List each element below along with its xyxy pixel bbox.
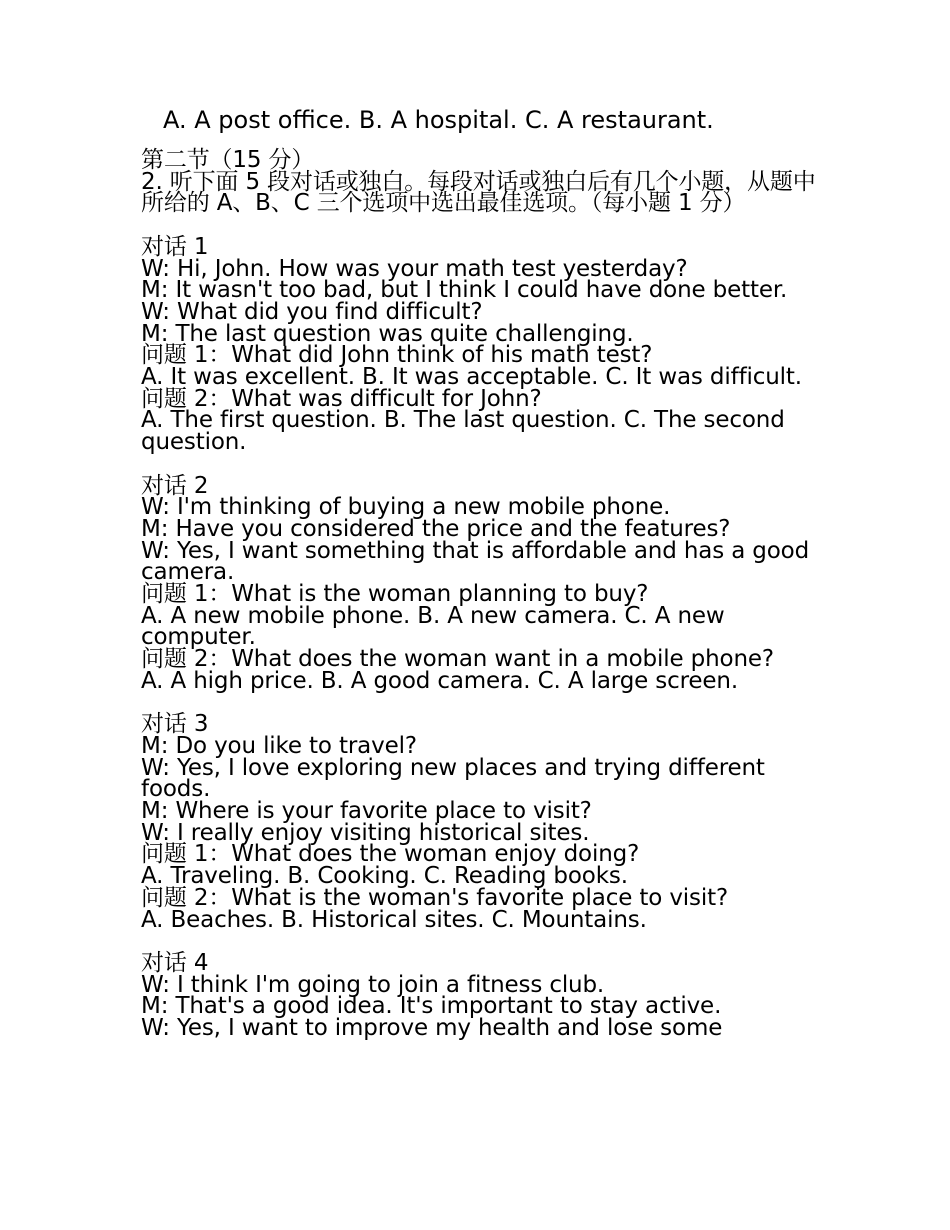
dialogue-3 (141, 711, 821, 933)
question-options: A. Beaches. B. Historical sites. C. Mountains. (141, 906, 647, 933)
listening-section (141, 147, 821, 1042)
dialogue-line: M: The last question was quite challenging. (141, 320, 634, 347)
dialogue-line: W: What did you find difficult? (141, 298, 483, 325)
dialogue-2 (141, 472, 821, 694)
spacer (141, 931, 821, 953)
dialogue-line: M: Where is your favorite place to visit? (141, 798, 592, 825)
question-options: A. A high price. B. A good camera. C. A large screen. (141, 667, 739, 694)
dialogue-line: W: I really enjoy visiting historical sites. (141, 819, 590, 846)
question-options: A. The first question. B. The last question. C. The second question. (141, 407, 785, 456)
question-prompt: 问题 1：What does the woman enjoy doing? (141, 841, 640, 868)
dialogue-line: M: That's a good idea. It's important to stay active. (141, 993, 722, 1020)
dialogue-line: M: It wasn't too bad, but I think I could have done better. (141, 277, 788, 304)
spacer (141, 215, 821, 237)
question-options: A. Traveling. B. Cooking. C. Reading books. (141, 863, 628, 890)
dialogue-1 (141, 233, 821, 456)
dialogue-line: M: Have you considered the price and the features? (141, 515, 731, 542)
dialogue-line: W: I think I'm going to join a fitness club. (141, 971, 605, 998)
section-title: 第二节（15 分） (141, 147, 315, 173)
section-instructions: 2. 听下面 5 段对话或独白。每段对话或独白后有几个小题，从题中所给的 A、B、C 三个选项中选出最佳选项。（每小题 1 分） (141, 168, 816, 217)
question-prompt: 问题 1：What is the woman planning to buy? (141, 581, 649, 608)
dialogue-line: W: Hi, John. How was your math test yesterday? (141, 255, 688, 282)
dialogue-line: W: Yes, I want to improve my health and lose some (141, 1015, 723, 1042)
question-prompt: 问题 1：What did John think of his math test? (141, 342, 653, 369)
dialogue-line: W: I'm thinking of buying a new mobile phone. (141, 494, 671, 521)
dialogue-line: M: Do you like to travel? (141, 732, 417, 759)
dialogue-title: 对话 4 (141, 949, 209, 976)
spacer (141, 693, 821, 715)
dialogue-line: W: Yes, I love exploring new places and trying different foods. (141, 754, 765, 803)
dialogue-4 (141, 949, 821, 1042)
dialogue-title: 对话 1 (141, 233, 209, 260)
dialogue-line: W: Yes, I want something that is affordable and has a good camera. (141, 537, 810, 586)
question-prompt: 问题 2：What was difficult for John? (141, 385, 542, 412)
question-options: A. A new mobile phone. B. A new camera. C. A new computer. (141, 602, 725, 651)
question-options: A. It was excellent. B. It was acceptable. C. It was difficult. (141, 364, 802, 391)
spacer (141, 454, 821, 476)
dialogue-title: 对话 2 (141, 472, 209, 499)
previous-question-options: A. A post office. B. A hospital. C. A restaurant. (163, 106, 714, 134)
dialogue-title: 对话 3 (141, 711, 209, 738)
question-prompt: 问题 2：What does the woman want in a mobile phone? (141, 646, 774, 673)
question-prompt: 问题 2：What is the woman's favorite place to visit? (141, 884, 729, 911)
